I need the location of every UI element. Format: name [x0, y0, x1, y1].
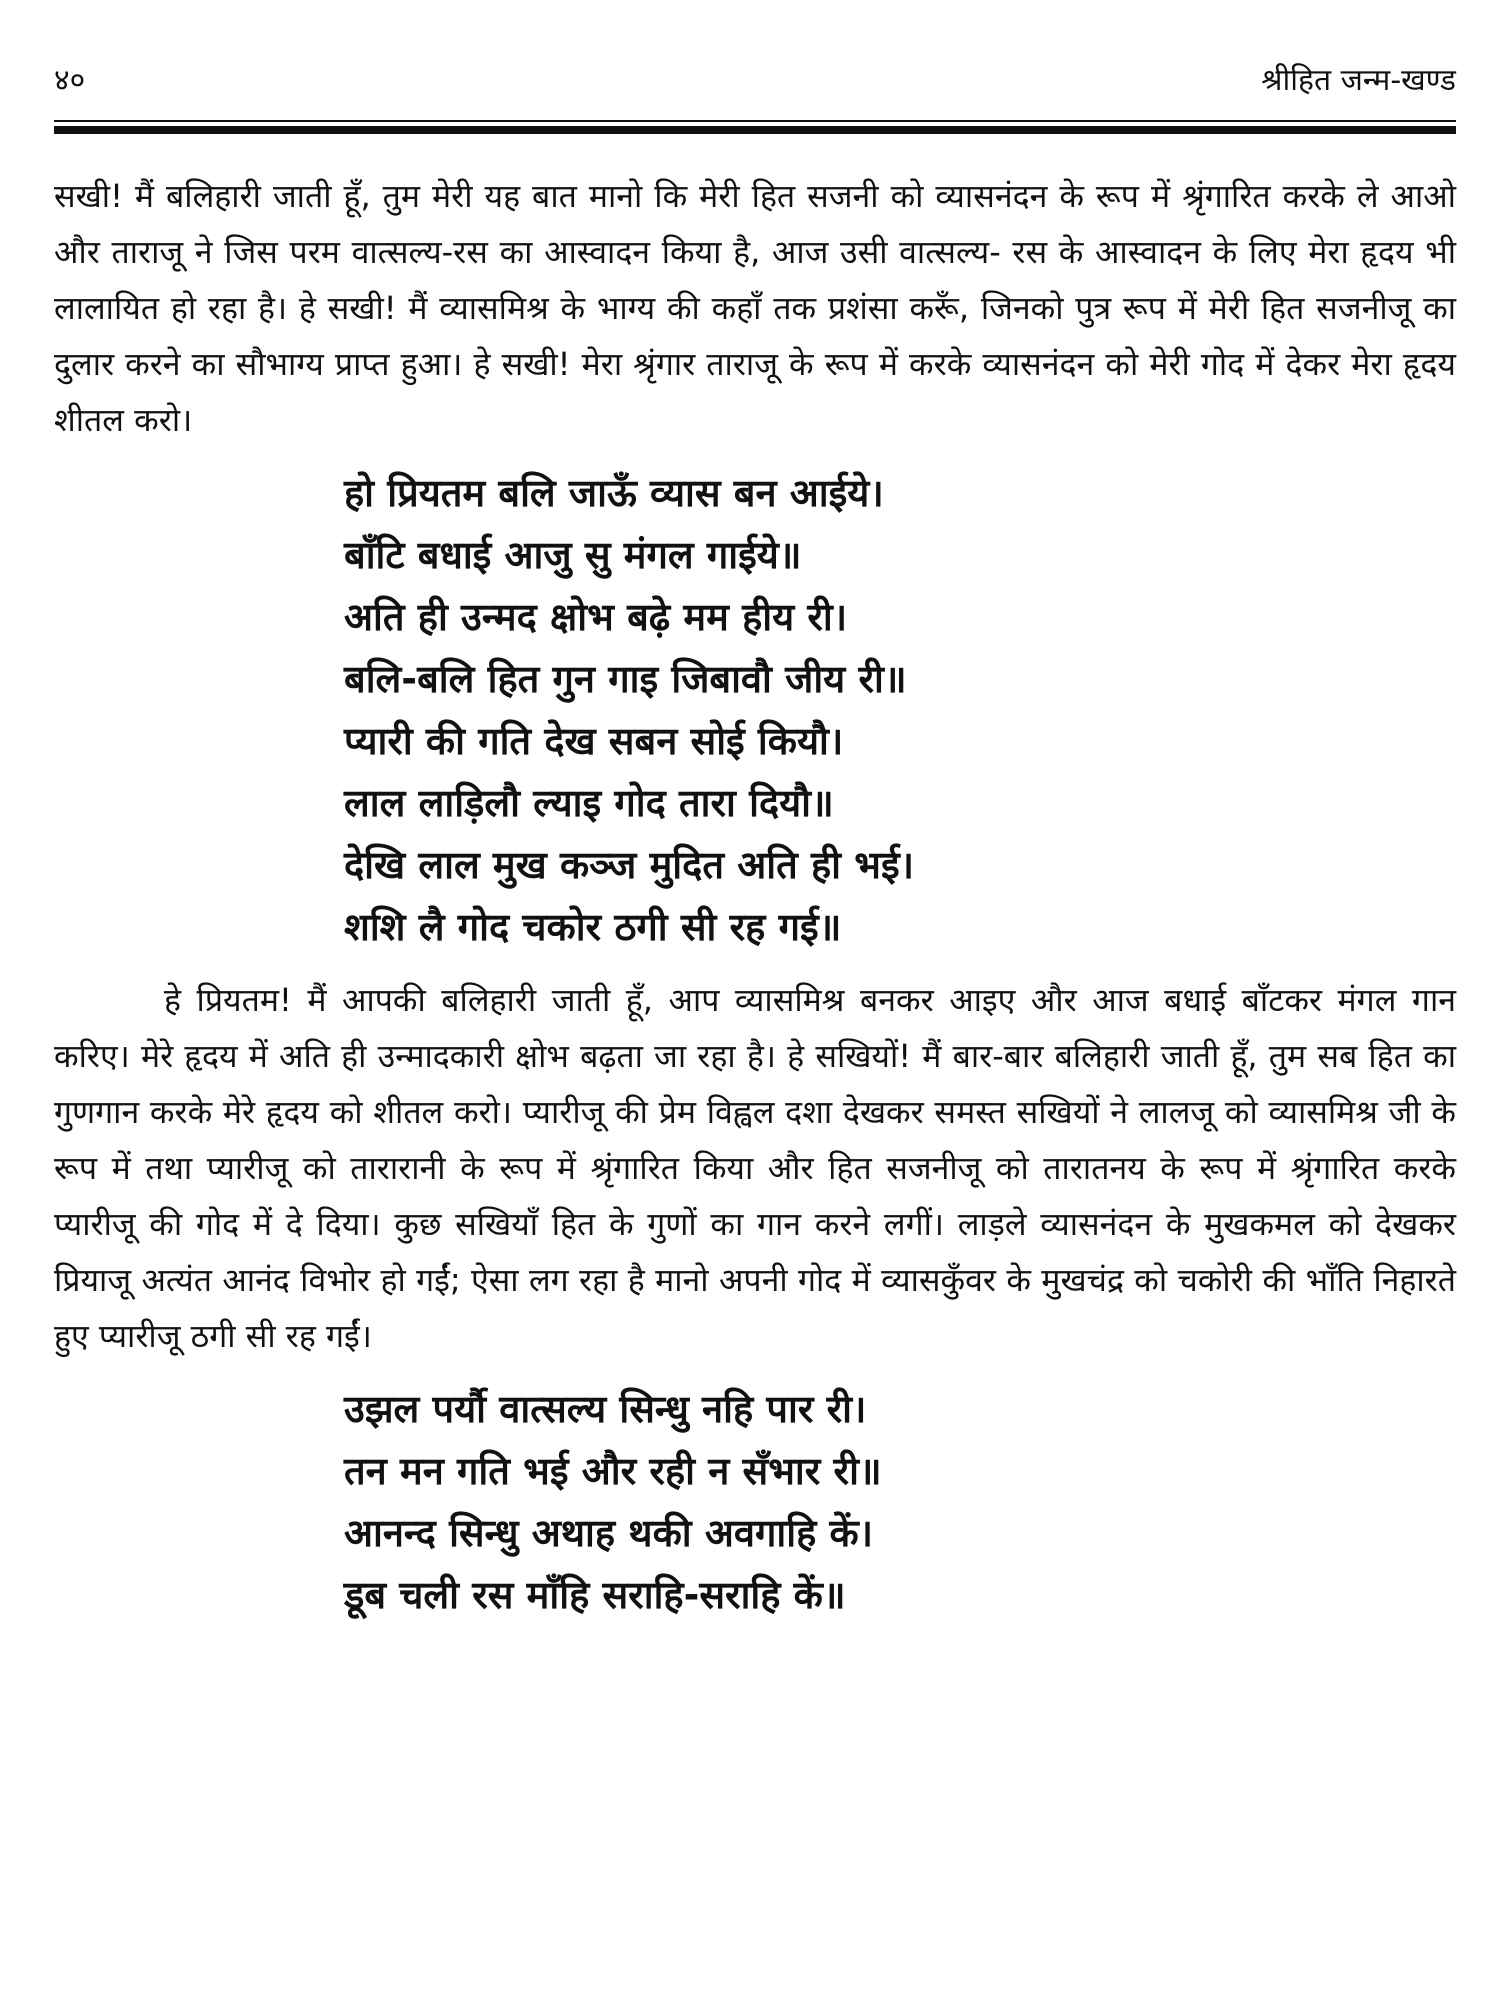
prose-paragraph-2: हे प्रियतम! मैं आपकी बलिहारी जाती हूँ, आप व्यासमिश्र बनकर आइए और आज बधाई बाँटकर मंगल गान करिए। मेरे हृदय में अति ही उन्मादकारी क्षोभ बढ़ता जा रहा है। हे सखियों! मैं बार-बार बलिहारी जाती हूँ, तुम सब हित का गुणगान करके मेरे हृदय को शीतल करो। प्यारीजू की प्रेम विह्वल दशा देखकर समस्त सखियों ने लालजू को व्यासमिश्र जी के रूप में तथा प्यारीजू को तारारानी के रूप में श्रृंगारित किया और हित सजनीजू को तारातनय के रूप में श्रृंगारित करके प्यारीजू की गोद में दे दिया। कुछ सखियाँ हित के गुणों का गान करने लगीं। लाड़ले व्यासनंदन के मुखकमल को देखकर प्रियाजू अत्यंत आनंद विभोर हो गईं; ऐसा लग रहा है मानो अपनी गोद में व्यासकुँवर के मुखचंद्र को चकोरी की भाँति निहारते हुए प्यारीजू ठगी सी रह गईं। — [54, 981, 1456, 1355]
page-header — [54, 44, 1456, 104]
header-rule-thick — [54, 126, 1456, 134]
verse-line: शशि लै गोद चकोर ठगी सी रह गई॥ — [344, 905, 842, 949]
header-rule-thin — [54, 120, 1456, 122]
verse-block-2 — [344, 1378, 1164, 1626]
verse-line: हो प्रियतम बलि जाऊँ व्यास बन आईये। — [344, 471, 884, 515]
verse-line: बाँटि बधाई आजु सु मंगल गाईये॥ — [344, 533, 802, 577]
page-number: ४० — [54, 63, 86, 98]
prose-paragraph-1: सखी! मैं बलिहारी जाती हूँ, तुम मेरी यह बात मानो कि मेरी हित सजनी को व्यासनंदन के रूप में श्रृंगारित करके ले आओ और ताराजू ने जिस परम वात्सल्य-रस का आस्वादन किया है, आज उसी वात्सल्य- रस के आस्वादन के लिए मेरा हृदय भी लालायित हो रहा है। हे सखी! मैं व्यासमिश्र के भाग्य की कहाँ तक प्रशंसा करूँ, जिनको पुत्र रूप में मेरी हित सजनीजू का दुलार करने का सौभाग्य प्राप्त हुआ। हे सखी! मेरा श्रृंगार ताराजू के रूप में करके व्यासनंदन को मेरी गोद में देकर मेरा हृदय शीतल करो। — [54, 177, 1456, 439]
verse-line: लाल लाड़िलौ ल्याइ गोद तारा दियौ॥ — [344, 781, 834, 825]
verse-line: डूब चली रस माँहि सराहि-सराहि कें॥ — [344, 1573, 846, 1617]
verse-block-1 — [344, 462, 1164, 958]
verse-line: आनन्द सिन्धु अथाह थकी अवगाहि कें। — [344, 1511, 874, 1555]
verse-line: तन मन गति भई और रही न सँभार री॥ — [344, 1449, 882, 1493]
running-title: श्रीहित जन्म-खण्ड — [1261, 63, 1456, 98]
verse-line: बलि-बलि हित गुन गाइ जिबावौ जीय री॥ — [344, 657, 907, 701]
page-body — [54, 168, 1456, 1640]
verse-line: उझल पर्यौ वात्सल्य सिन्धु नहि पार री। — [344, 1387, 867, 1431]
verse-line: प्यारी की गति देख सबन सोई कियौ। — [344, 719, 844, 763]
book-page — [54, 44, 1456, 1617]
verse-line: देखि लाल मुख कञ्ज मुदित अति ही भई। — [344, 843, 915, 887]
verse-line: अति ही उन्मद क्षोभ बढ़े मम हीय री। — [344, 595, 848, 639]
